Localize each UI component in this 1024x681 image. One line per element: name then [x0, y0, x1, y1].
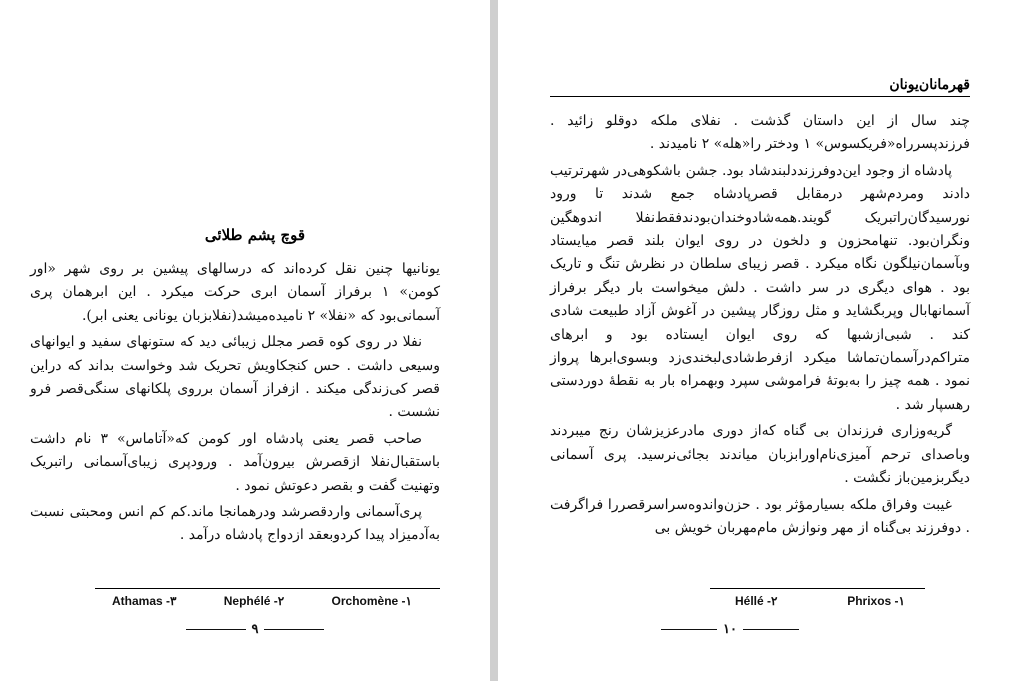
paragraph: غیبت وفراق ملکه بسیارمؤثر بود . حزن‌واندوه‌سراسرقصررا فراگرفت . دوفرزند بی‌گناه از مهر ونوازش مام‌مهربان خویش بی — [550, 496, 970, 536]
paragraph: گریه‌وزاری فرزندان بی گناه که‌از دوری مادرعزیزشان رنج میبردند وباصدای ترحم آمیزی‌نام‌اورابزبان میاندند بجائی‌نرسید. پری آسمانی دیگربزمین‌باز نگشت . — [550, 423, 970, 487]
footnote: Phrixos -۱ — [847, 594, 905, 608]
paragraph: چند سال از این داستان گذشت . نفلای ملکه دوقلو زائید . فرزندپسرراه«فریکسوس» ۱ ودختر را«هله» ۲ نامیدند . — [550, 113, 970, 153]
paragraph: صاحب قصر یعنی پادشاه اور کومن که«آتاماس» ۳ نام داشت باستقبال‌نفلا ازقصرش بیرون‌آمد . ورودپری زیبای‌آسمانی راتبریک وتهنیت گفت و بقصر دعوتش نمود . — [30, 430, 440, 494]
right-page-number — [655, 622, 805, 637]
paragraph: یونانیها چنین نقل کرده‌اند که درسالهای پیشین بر روی شهر «اور کومن» ۱ برفراز آسمان ابری حرکت میکرد . این ابرهمان پری آسمانی‌بود که «نفلا» ۲ نامیده‌میشد(نفلابزبان یونانی یعنی ابر). — [30, 261, 440, 324]
footnote-rule — [710, 588, 925, 589]
paragraph: پری‌آسمانی واردقصرشد ودرهمانجا ماند.کم کم انس ومحبتی نسبت به‌آدمیزاد پیدا کردوبعقد ازدواج پادشاه درآمد . — [30, 504, 440, 544]
right-page-body — [550, 110, 970, 540]
book-spine — [490, 0, 498, 681]
paragraph: نفلا در روی کوه قصر مجلل زیبائی دید که ستونهای سفید و ایوانهای وسیعی داشت . حس کنجکاویش تحریک شد وخواست بداند که دراین قصر کی‌زندگی میکند . ازفراز آسمان برروی پلکانهای سنگی‌قصر فرو نشست . — [30, 334, 440, 421]
paragraph: پادشاه از وجود این‌دوفرزنددلبندشاد بود. جشن باشکوهی‌در شهرترتیب دادند ومردم‌شهر درمقابل قصرپادشاه جمع شدند تا ورود نورسیدگان‌راتبریک گویند.همه‌شادوخندان‌بودندفقط‌نفلا اندوهگین ونگران‌بود. تنهامحزون و دلخون در روی ایوان بلند قصر میایستاد وبآسمان‌نیلگون نگاه میکرد . قصر زیبای سلطان در نظرش تنگ و تاریک بود . هوای دیگری در سر داشت . دلش میخواست بار دیگر برفراز آسمانهابال وپربگشاید و مثل روزگار پیشین در آغوش آزاد طبیعت شادی کند . شبی‌ازشبها که روی ایوان ایستاده بود و ابرهای متراکم‌درآسمان‌تماشا میکرد ازفرط‌شادی‌لبخندی‌زد وبسوی‌ابرها پرواز نمود . همه چیز را به‌بوتهٔ فراموشی سپرد وبهمراه بار به نقطهٔ دوردستی رهسپار شد . — [550, 162, 970, 413]
footnote: Héllé -۲ — [735, 594, 778, 608]
chapter-title: قوچ پشم طلائی — [204, 226, 306, 244]
left-footnotes — [112, 594, 412, 608]
footnote-rule — [95, 588, 440, 589]
left-page-body — [30, 258, 440, 548]
footnote: Nephélé -۲ — [223, 594, 285, 608]
footnote: Orchomène -۱ — [331, 594, 412, 608]
footnote: Athamas -۳ — [112, 594, 177, 608]
right-footnotes — [735, 594, 905, 608]
page-number-text: ۹ — [251, 622, 259, 637]
page-number-text: ۱۰ — [723, 622, 737, 637]
running-head: قهرمانان‌یونان — [550, 77, 970, 97]
left-page-number — [180, 622, 330, 637]
